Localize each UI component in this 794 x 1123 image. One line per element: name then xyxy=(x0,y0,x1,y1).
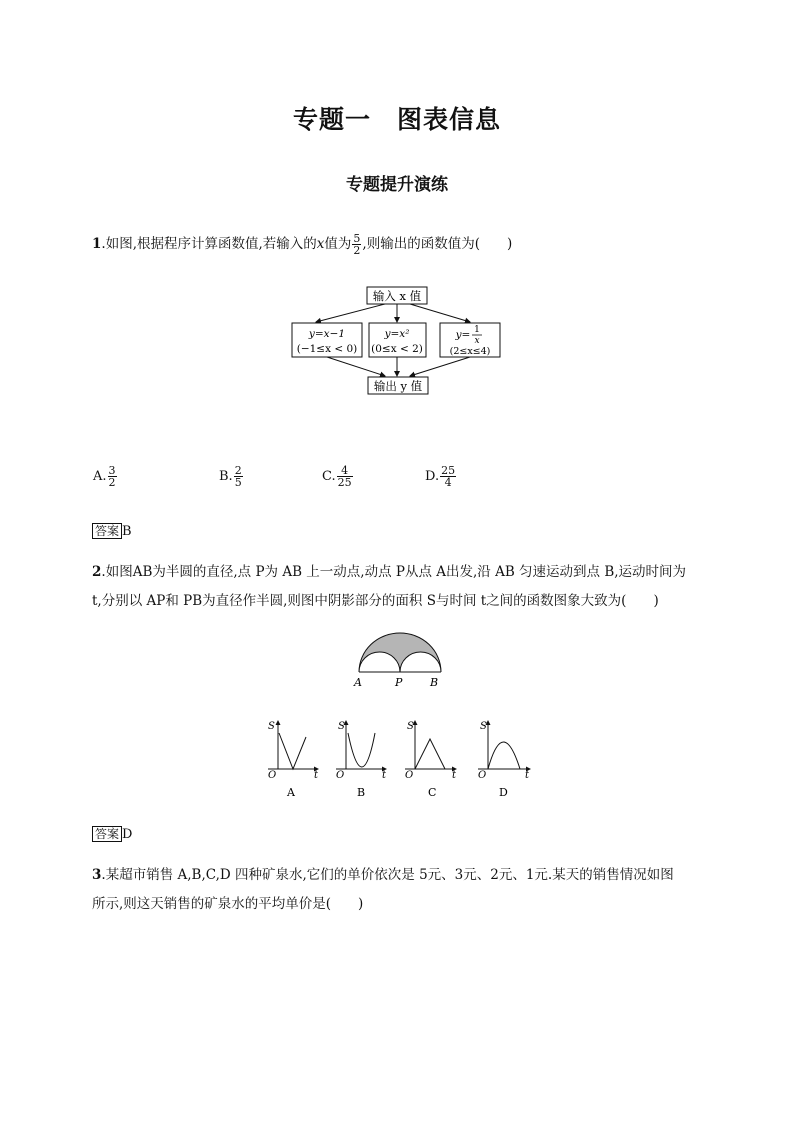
flow-arrow xyxy=(410,357,470,376)
graph-a xyxy=(268,721,319,799)
flow-arrow xyxy=(327,357,385,376)
flow-box-3-num: 1 xyxy=(474,325,480,335)
question-text: .如图AB为半圆的直径,点 P为 AB 上一动点,动点 P从点 A出发,沿 AB 匀速运动到点 B,运动时间为 xyxy=(101,564,687,580)
svg-text:O: O xyxy=(405,770,414,781)
svg-text:t: t xyxy=(314,770,319,781)
answer-value: B xyxy=(122,524,132,539)
svg-text:t: t xyxy=(382,770,387,781)
flow-box-1-func: y=x−1 xyxy=(308,328,346,340)
answer-graphs xyxy=(258,715,538,805)
answer-value: D xyxy=(122,827,133,842)
question-number: 3 xyxy=(92,867,102,883)
flow-input-text: 输入 x 值 xyxy=(372,289,422,303)
flow-box-3-den: x xyxy=(474,336,480,346)
graph-d xyxy=(478,721,530,799)
fraction: $\frac{5}{2}$ xyxy=(353,232,361,257)
flowchart xyxy=(280,282,510,397)
svg-text:t: t xyxy=(452,770,457,781)
svg-text:S: S xyxy=(268,721,275,732)
question-text: t,分别以 AP和 PB为直径作半圆,则图中阴影部分的面积 S与时间 t之间的函数图象大致为( ) xyxy=(92,593,659,609)
option-c[interactable]: C. $\frac{4}{25}$ xyxy=(322,464,352,489)
svg-text:A: A xyxy=(287,786,295,799)
label-b: B xyxy=(430,676,439,688)
option-b[interactable]: B. $\frac{2}{5}$ xyxy=(219,464,242,489)
question-3 xyxy=(92,861,702,919)
svg-text:O: O xyxy=(268,770,277,781)
svg-text:t: t xyxy=(525,770,530,781)
semicircle-figure xyxy=(350,630,450,688)
option-d[interactable]: D. $\frac{25}{4}$ xyxy=(425,464,456,489)
answer-1 xyxy=(92,522,132,539)
page-subtitle: 专题提升演练 xyxy=(346,175,448,195)
option-a[interactable]: A. $\frac{3}{2}$ xyxy=(93,464,116,489)
answer-label: 答案 xyxy=(92,826,122,842)
question-number: 2 xyxy=(92,564,102,580)
page-title: 专题一 图表信息 xyxy=(292,105,501,134)
svg-text:S: S xyxy=(480,721,487,732)
question-text: 值为 xyxy=(324,236,352,252)
svg-text:S: S xyxy=(338,721,345,732)
answer-label: 答案 xyxy=(92,523,122,539)
flow-box-3-func: y= xyxy=(455,329,471,341)
answer-2 xyxy=(92,825,132,842)
flow-box-3-domain: (2≤x≤4) xyxy=(449,346,491,357)
flow-arrow xyxy=(316,304,385,322)
svg-text:O: O xyxy=(336,770,345,781)
svg-text:D: D xyxy=(499,786,508,799)
graph-c xyxy=(405,721,457,799)
label-p: P xyxy=(395,676,403,688)
question-text: 所示,则这天销售的矿泉水的平均单价是( ) xyxy=(92,896,364,912)
question-1 xyxy=(92,230,702,259)
svg-text:O: O xyxy=(478,770,487,781)
label-a: A xyxy=(354,676,362,688)
svg-text:C: C xyxy=(428,786,437,799)
shaded-region xyxy=(359,633,441,672)
flow-box-2-func: y=x² xyxy=(384,328,410,340)
flow-output-text: 输出 y 值 xyxy=(373,379,423,393)
question-2 xyxy=(92,558,702,616)
graph-b xyxy=(336,721,387,799)
flow-arrow xyxy=(410,304,470,322)
question-text: .某超市销售 A,B,C,D 四种矿泉水,它们的单价依次是 5元、3元、2元、1元.某天的销售情况如图 xyxy=(101,867,674,883)
question-number: 1 xyxy=(92,236,102,252)
question-text: .如图,根据程序计算函数值,若输入的 xyxy=(101,236,317,252)
flow-box-2-domain: (0≤x < 2) xyxy=(371,343,423,355)
variable: x xyxy=(316,236,325,252)
flow-box-1-domain: (−1≤x < 0) xyxy=(296,343,358,355)
svg-text:B: B xyxy=(357,786,366,799)
svg-text:S: S xyxy=(407,721,414,732)
question-text: ,则输出的函数值为( ) xyxy=(362,236,513,252)
